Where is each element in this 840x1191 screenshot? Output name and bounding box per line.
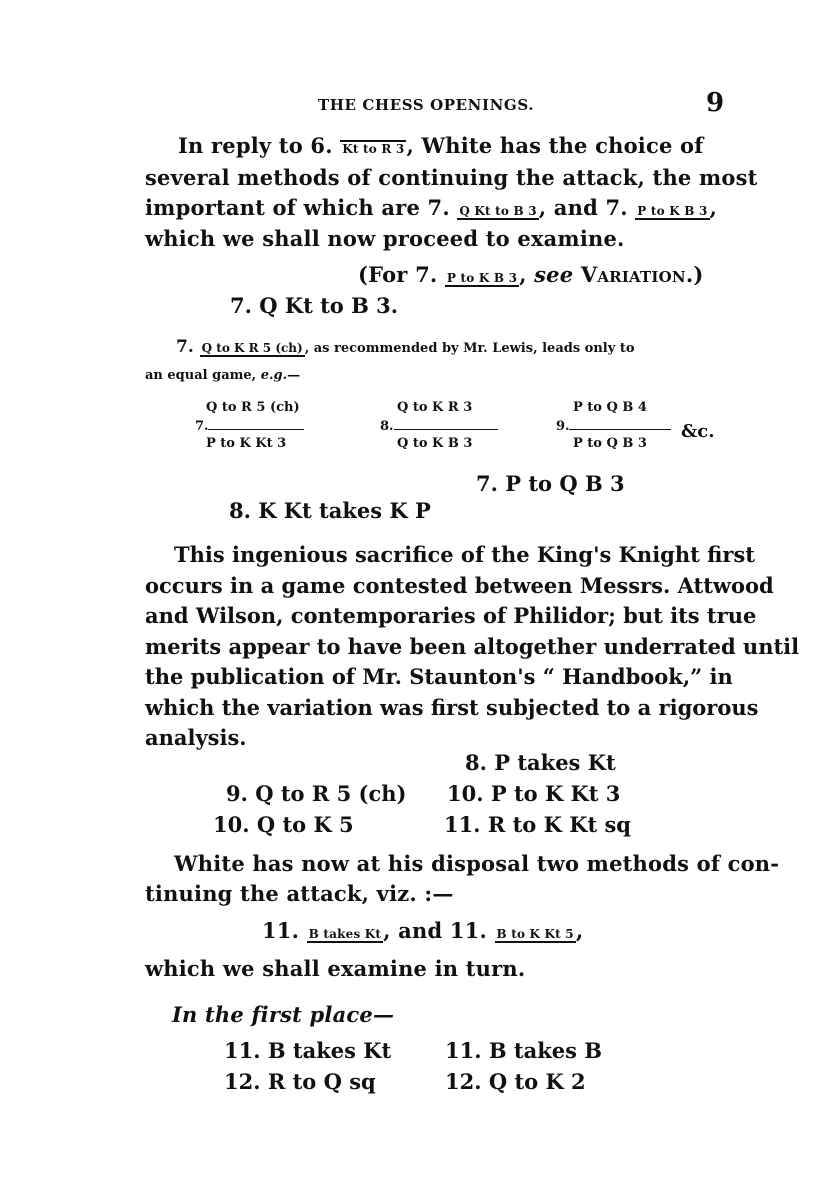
para1-line2: several methods of continuing the attack, the most bbox=[145, 165, 758, 190]
para2-line: the publication of Mr. Staunton's “ Handbook,” in bbox=[145, 664, 733, 689]
para1-line3: important of which are 7. Q Kt to B 3, and 7. P to K B 3, bbox=[145, 195, 718, 220]
note-move-7-rule bbox=[208, 429, 304, 430]
move-fraction: Q to K R 5 (ch) bbox=[201, 341, 303, 355]
move-8-black: 8. P takes Kt bbox=[465, 750, 616, 775]
first-place-heading: In the first place— bbox=[172, 1002, 395, 1027]
move-11-black: 11. R to K Kt sq bbox=[444, 812, 631, 837]
note-move-9-rule bbox=[569, 429, 671, 430]
para2-line: This ingenious sacrifice of the King's Knight first bbox=[174, 542, 755, 567]
note-etc: &c. bbox=[681, 421, 715, 442]
move-fraction: B takes Kt bbox=[308, 927, 382, 941]
note-move-9-bottom: P to Q B 3 bbox=[573, 436, 647, 451]
running-title: THE CHESS OPENINGS. bbox=[318, 96, 535, 114]
move-fraction: B to K Kt 5 bbox=[496, 927, 574, 941]
move-fraction: P to K B 3 bbox=[637, 204, 708, 218]
note-move-8-bottom: Q to K B 3 bbox=[397, 436, 473, 451]
move-10-black: 10. P to K Kt 3 bbox=[447, 781, 621, 806]
move-12-white: 12. R to Q sq bbox=[224, 1069, 376, 1094]
para3-line1: White has now at his disposal two methods of con- bbox=[174, 851, 780, 876]
para2-line: merits appear to have been altogether underrated until bbox=[145, 633, 800, 659]
para3-line2: tinuing the attack, viz. :— bbox=[145, 881, 454, 906]
para1-line4: which we shall now proceed to examine. bbox=[145, 226, 625, 251]
move-fraction: Kt to R 3 bbox=[342, 142, 405, 156]
note-move-7-top: Q to R 5 (ch) bbox=[206, 400, 300, 415]
note-move-8-top: Q to K R 3 bbox=[397, 400, 473, 415]
para2-line: analysis. bbox=[145, 725, 247, 750]
move-11-black-b: 11. B takes B bbox=[445, 1038, 603, 1063]
move-7-white: 7. Q Kt to B 3. bbox=[230, 293, 399, 318]
move-8-white: 8. K Kt takes K P bbox=[229, 498, 431, 523]
note-move-8-num: 8. bbox=[380, 419, 394, 434]
note-move-7-bottom: P to K Kt 3 bbox=[206, 436, 287, 451]
examine-line: which we shall examine in turn. bbox=[145, 956, 526, 981]
para2-line: and Wilson, contemporaries of Philidor; but its true bbox=[145, 603, 757, 628]
para1-line5: (For 7. P to K B 3, see Variation.) bbox=[358, 262, 704, 287]
move-12-black: 12. Q to K 2 bbox=[445, 1069, 586, 1094]
note-move-9-num: 9. bbox=[556, 419, 570, 434]
alternatives-line: 11. B takes Kt, and 11. B to K Kt 5, bbox=[262, 918, 584, 943]
note-line1: 7. Q to K R 5 (ch) , as recommended by Mr. Lewis, leads only to bbox=[176, 337, 635, 357]
page-number: 9 bbox=[706, 88, 725, 118]
para2-line: occurs in a game contested between Messrs. Attwood bbox=[145, 572, 774, 598]
move-fraction: Q Kt to B 3 bbox=[459, 204, 537, 218]
para2-line: which the variation was first subjected to a rigorous bbox=[145, 694, 759, 720]
para2 bbox=[145, 540, 800, 754]
note-move-7-num: 7. bbox=[195, 419, 209, 434]
move-7-black: 7. P to Q B 3 bbox=[476, 471, 625, 496]
move-11-white: 11. B takes Kt bbox=[224, 1038, 392, 1063]
move-9-white: 9. Q to R 5 (ch) bbox=[226, 781, 407, 806]
para1-line1: In reply to 6. Kt to R 3, White has the choice of bbox=[178, 133, 704, 158]
note-move-9-top: P to Q B 4 bbox=[573, 400, 647, 415]
note-line2: an equal game, e.g.— bbox=[145, 368, 301, 383]
move-fraction: P to K B 3 bbox=[446, 271, 518, 285]
note-move-8-rule bbox=[394, 429, 498, 430]
move-10-white: 10. Q to K 5 bbox=[213, 812, 354, 837]
